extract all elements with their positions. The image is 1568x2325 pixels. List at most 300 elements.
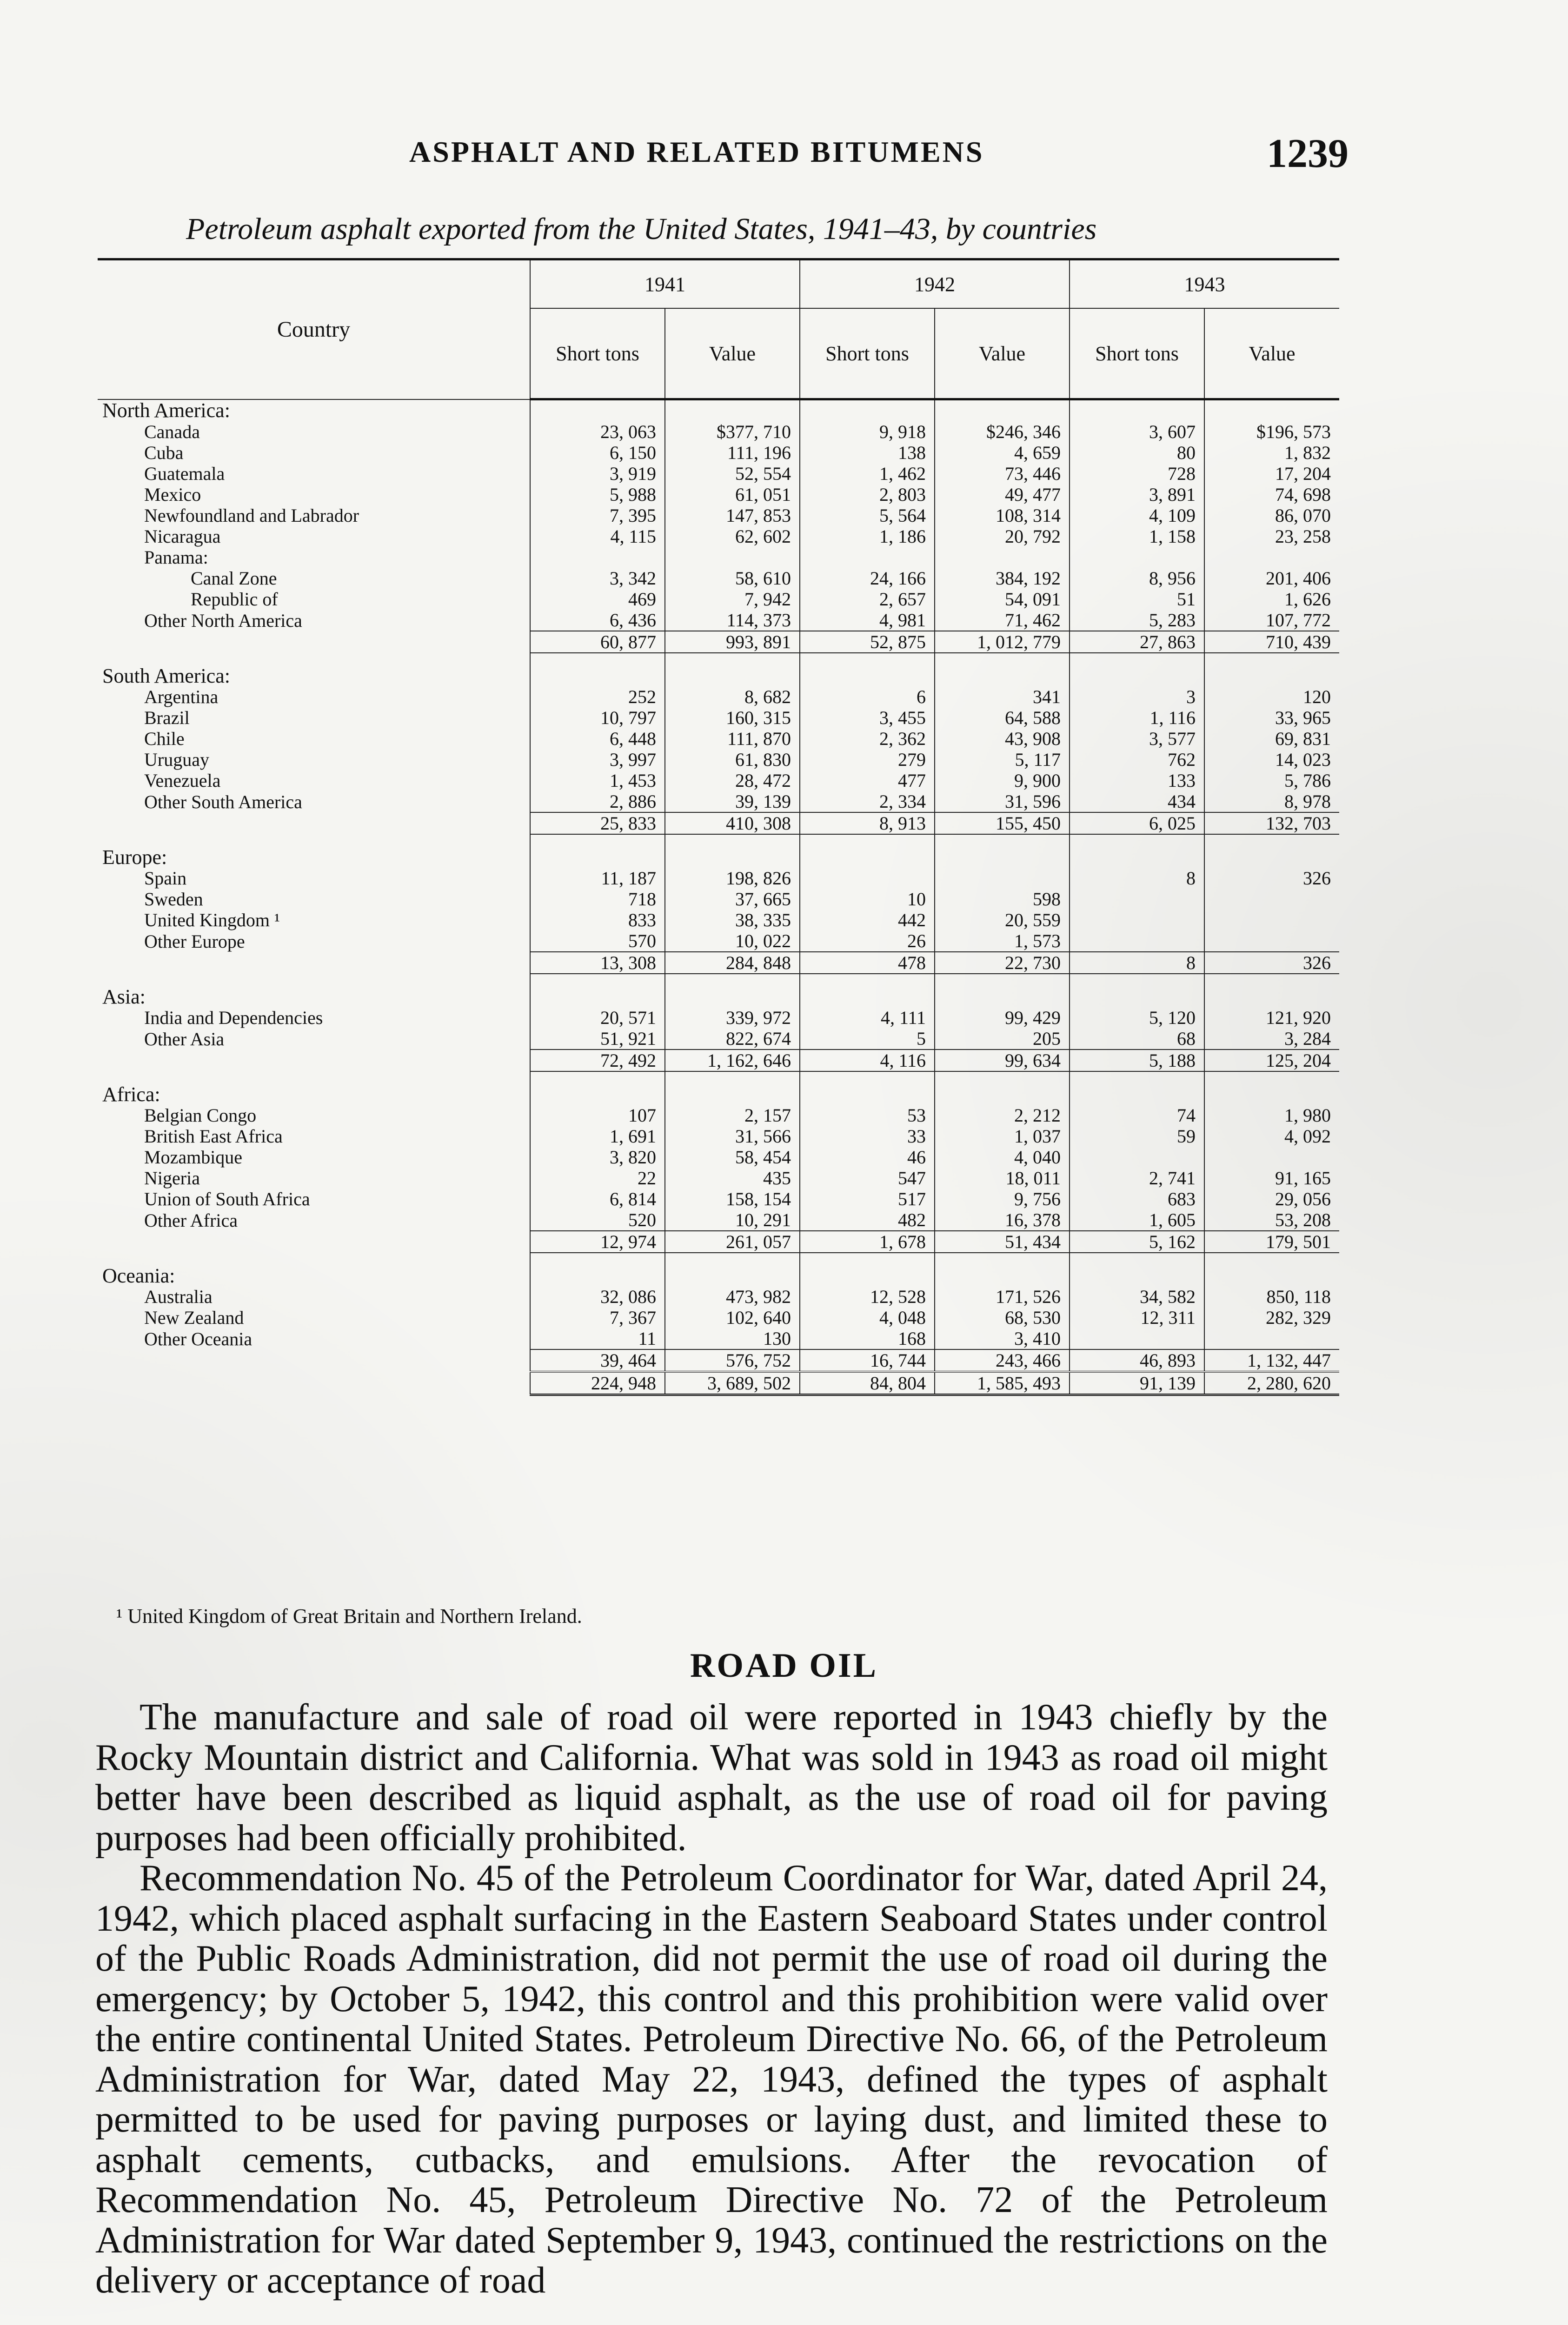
value-cell — [1204, 1265, 1339, 1286]
short-tons-cell: 1, 186 — [800, 526, 935, 547]
country-label: Nigeria — [144, 1168, 200, 1189]
value-cell: 147, 853 — [665, 505, 800, 526]
table-row — [98, 930, 1339, 952]
short-tons-cell — [530, 665, 665, 686]
value-cell: 49, 477 — [935, 484, 1070, 505]
short-tons-cell: 547 — [800, 1168, 935, 1189]
short-tons-cell — [1070, 399, 1204, 422]
table-row — [98, 889, 1339, 910]
region-label: South America: — [102, 665, 230, 686]
region-row — [98, 986, 1339, 1007]
table-row — [98, 1189, 1339, 1209]
short-tons-cell: 1, 453 — [530, 770, 665, 791]
value-cell: 10, 291 — [665, 1209, 800, 1231]
value-cell: 3, 689, 502 — [665, 1372, 800, 1395]
country-label: Spain — [144, 868, 187, 889]
short-tons-cell: 517 — [800, 1189, 935, 1209]
short-tons-cell: 4, 111 — [800, 1007, 935, 1028]
table-row — [98, 1168, 1339, 1189]
running-title: ASPHALT AND RELATED BITUMENS — [409, 135, 984, 168]
table-row — [98, 686, 1339, 707]
table-row — [98, 589, 1339, 610]
value-cell — [1204, 930, 1339, 952]
value-cell — [665, 399, 800, 422]
short-tons-cell: 46 — [800, 1147, 935, 1168]
country-label — [98, 1372, 530, 1395]
paragraph: The manufacture and sale of road oil were reported in 1943 chiefly by the Rocky Mountain district and California. What was sold in 1943 as road oil might better have been described as liquid asphalt, as the use of road oil for paving purposes had been officially prohibited. — [95, 1697, 1328, 1859]
column-header-year-1943: 1943 — [1070, 259, 1339, 309]
short-tons-cell — [530, 974, 665, 986]
value-cell: 1, 037 — [935, 1126, 1070, 1147]
table-row — [98, 610, 1339, 631]
short-tons-cell: 7, 395 — [530, 505, 665, 526]
value-cell: 171, 526 — [935, 1286, 1070, 1307]
country-label — [98, 1231, 530, 1253]
short-tons-cell — [1070, 1147, 1204, 1168]
short-tons-cell — [530, 986, 665, 1007]
value-cell: 1, 132, 447 — [1204, 1349, 1339, 1372]
value-cell: 99, 429 — [935, 1007, 1070, 1028]
value-cell — [1204, 547, 1339, 568]
country-label — [98, 1050, 530, 1071]
value-cell — [1204, 834, 1339, 847]
page-header — [93, 130, 1349, 186]
value-cell: 993, 891 — [665, 631, 800, 653]
short-tons-cell: 762 — [1070, 749, 1204, 770]
value-cell: 205 — [935, 1028, 1070, 1050]
short-tons-cell: 6 — [800, 686, 935, 707]
value-cell: 22, 730 — [935, 952, 1070, 974]
short-tons-cell: 3, 919 — [530, 463, 665, 484]
value-cell: 31, 596 — [935, 791, 1070, 812]
short-tons-cell — [1070, 910, 1204, 930]
region-row — [98, 399, 1339, 422]
value-cell — [935, 974, 1070, 986]
short-tons-cell: 32, 086 — [530, 1286, 665, 1307]
short-tons-cell: 8, 913 — [800, 812, 935, 834]
country-label: Mexico — [144, 484, 201, 505]
short-tons-cell — [800, 1253, 935, 1265]
value-cell: 28, 472 — [665, 770, 800, 791]
short-tons-cell: 20, 571 — [530, 1007, 665, 1028]
short-tons-cell: 91, 139 — [1070, 1372, 1204, 1395]
country-label: Other Africa — [144, 1209, 238, 1231]
value-cell: 2, 157 — [665, 1105, 800, 1126]
export-table — [98, 258, 1339, 1396]
value-cell: 54, 091 — [935, 589, 1070, 610]
short-tons-cell: 133 — [1070, 770, 1204, 791]
value-cell: 111, 196 — [665, 442, 800, 463]
short-tons-cell: 84, 804 — [800, 1372, 935, 1395]
short-tons-cell — [530, 1071, 665, 1084]
value-cell: 850, 118 — [1204, 1286, 1339, 1307]
value-cell: 43, 908 — [935, 728, 1070, 749]
value-cell: 282, 329 — [1204, 1307, 1339, 1328]
region-row — [98, 1084, 1339, 1105]
short-tons-cell: 12, 528 — [800, 1286, 935, 1307]
column-header-value: Value — [1204, 308, 1339, 399]
short-tons-cell: 3, 342 — [530, 568, 665, 589]
column-header-year-1941: 1941 — [530, 259, 800, 309]
table-row — [98, 505, 1339, 526]
value-cell: 61, 830 — [665, 749, 800, 770]
value-cell: 158, 154 — [665, 1189, 800, 1209]
short-tons-cell — [1070, 1084, 1204, 1105]
short-tons-cell: 13, 308 — [530, 952, 665, 974]
value-cell: 1, 980 — [1204, 1105, 1339, 1126]
value-cell: 4, 659 — [935, 442, 1070, 463]
value-cell: 284, 848 — [665, 952, 800, 974]
short-tons-cell: 8, 956 — [1070, 568, 1204, 589]
short-tons-cell: 3, 455 — [800, 707, 935, 728]
table-row — [98, 1286, 1339, 1307]
short-tons-cell: 4, 048 — [800, 1307, 935, 1328]
short-tons-cell — [1070, 834, 1204, 847]
short-tons-cell: 6, 814 — [530, 1189, 665, 1209]
value-cell: 2, 212 — [935, 1105, 1070, 1126]
value-cell — [1204, 399, 1339, 422]
value-cell: 29, 056 — [1204, 1189, 1339, 1209]
short-tons-cell — [800, 868, 935, 889]
value-cell — [665, 653, 800, 665]
short-tons-cell — [800, 665, 935, 686]
value-cell: 18, 011 — [935, 1168, 1070, 1189]
short-tons-cell — [800, 1071, 935, 1084]
value-cell: 1, 012, 779 — [935, 631, 1070, 653]
short-tons-cell: 33 — [800, 1126, 935, 1147]
value-cell: 1, 585, 493 — [935, 1372, 1070, 1395]
short-tons-cell — [1070, 1328, 1204, 1349]
country-label: Belgian Congo — [144, 1105, 257, 1126]
short-tons-cell: 59 — [1070, 1126, 1204, 1147]
short-tons-cell — [530, 653, 665, 665]
short-tons-cell: 279 — [800, 749, 935, 770]
short-tons-cell — [530, 399, 665, 422]
short-tons-cell: 477 — [800, 770, 935, 791]
value-cell — [1204, 665, 1339, 686]
country-label: India and Dependencies — [144, 1007, 323, 1028]
table-row — [98, 749, 1339, 770]
short-tons-cell: 10 — [800, 889, 935, 910]
short-tons-cell: 2, 657 — [800, 589, 935, 610]
table-row — [98, 463, 1339, 484]
value-cell: 114, 373 — [665, 610, 800, 631]
table-row — [98, 707, 1339, 728]
short-tons-cell: 3, 577 — [1070, 728, 1204, 749]
region-label: North America: — [102, 399, 230, 421]
short-tons-cell: 52, 875 — [800, 631, 935, 653]
table-row — [98, 547, 1339, 568]
short-tons-cell: 2, 334 — [800, 791, 935, 812]
short-tons-cell: 53 — [800, 1105, 935, 1126]
short-tons-cell — [530, 1084, 665, 1105]
value-cell: 51, 434 — [935, 1231, 1070, 1253]
short-tons-cell — [530, 847, 665, 868]
body-text — [95, 1697, 1328, 2301]
value-cell: 31, 566 — [665, 1126, 800, 1147]
short-tons-cell: 6, 025 — [1070, 812, 1204, 834]
value-cell: 8, 978 — [1204, 791, 1339, 812]
value-cell: 58, 454 — [665, 1147, 800, 1168]
country-label: Other North America — [144, 610, 302, 631]
value-cell — [1204, 1071, 1339, 1084]
country-label: Cuba — [144, 442, 184, 463]
subtotal-row — [98, 1349, 1339, 1372]
country-label — [98, 631, 530, 653]
value-cell: 4, 092 — [1204, 1126, 1339, 1147]
value-cell: 16, 378 — [935, 1209, 1070, 1231]
short-tons-cell: 23, 063 — [530, 421, 665, 442]
value-cell — [935, 868, 1070, 889]
short-tons-cell — [530, 1253, 665, 1265]
value-cell: 86, 070 — [1204, 505, 1339, 526]
value-cell — [665, 665, 800, 686]
country-label — [98, 952, 530, 974]
value-cell: 58, 610 — [665, 568, 800, 589]
short-tons-cell: 51 — [1070, 589, 1204, 610]
value-cell: 4, 040 — [935, 1147, 1070, 1168]
country-label — [98, 1253, 530, 1265]
page-number: 1239 — [1267, 131, 1349, 176]
value-cell: 74, 698 — [1204, 484, 1339, 505]
value-cell — [665, 547, 800, 568]
value-cell — [1204, 986, 1339, 1007]
short-tons-cell — [1070, 665, 1204, 686]
short-tons-cell: 570 — [530, 930, 665, 952]
short-tons-cell: 25, 833 — [530, 812, 665, 834]
export-table-container — [98, 258, 1339, 1396]
country-label: Union of South Africa — [144, 1189, 310, 1209]
column-header-short-tons: Short tons — [1070, 308, 1204, 399]
value-cell: 201, 406 — [1204, 568, 1339, 589]
short-tons-cell: 7, 367 — [530, 1307, 665, 1328]
value-cell — [665, 1253, 800, 1265]
short-tons-cell: 5, 120 — [1070, 1007, 1204, 1028]
short-tons-cell — [800, 847, 935, 868]
short-tons-cell: 80 — [1070, 442, 1204, 463]
value-cell: 576, 752 — [665, 1349, 800, 1372]
country-label: Uruguay — [144, 749, 209, 770]
table-row — [98, 728, 1339, 749]
value-cell: $246, 346 — [935, 421, 1070, 442]
country-label — [98, 1071, 530, 1084]
short-tons-cell: 1, 678 — [800, 1231, 935, 1253]
value-cell: 155, 450 — [935, 812, 1070, 834]
short-tons-cell — [800, 1084, 935, 1105]
value-cell: 5, 786 — [1204, 770, 1339, 791]
short-tons-cell — [1070, 1071, 1204, 1084]
table-body — [98, 399, 1339, 1395]
value-cell: 91, 165 — [1204, 1168, 1339, 1189]
value-cell — [935, 1084, 1070, 1105]
short-tons-cell — [800, 547, 935, 568]
value-cell: 341 — [935, 686, 1070, 707]
short-tons-cell: 6, 448 — [530, 728, 665, 749]
short-tons-cell — [1070, 889, 1204, 910]
region-label: Europe: — [102, 847, 167, 868]
short-tons-cell: 22 — [530, 1168, 665, 1189]
country-label: New Zealand — [144, 1307, 244, 1328]
short-tons-cell: 434 — [1070, 791, 1204, 812]
short-tons-cell: 16, 744 — [800, 1349, 935, 1372]
short-tons-cell — [800, 399, 935, 422]
table-row — [98, 526, 1339, 547]
value-cell — [935, 1253, 1070, 1265]
table-footnote: ¹ United Kingdom of Great Britain and Northern Ireland. — [116, 1605, 582, 1628]
table-row — [98, 910, 1339, 930]
value-cell: 111, 870 — [665, 728, 800, 749]
value-cell: 339, 972 — [665, 1007, 800, 1028]
value-cell: 69, 831 — [1204, 728, 1339, 749]
short-tons-cell: 8 — [1070, 952, 1204, 974]
short-tons-cell: 478 — [800, 952, 935, 974]
short-tons-cell: 1, 116 — [1070, 707, 1204, 728]
value-cell: 179, 501 — [1204, 1231, 1339, 1253]
short-tons-cell: 1, 605 — [1070, 1209, 1204, 1231]
short-tons-cell: 26 — [800, 930, 935, 952]
region-row — [98, 847, 1339, 868]
country-label: Canal Zone — [191, 568, 277, 589]
value-cell — [935, 986, 1070, 1007]
subtotal-row — [98, 631, 1339, 653]
value-cell: 121, 920 — [1204, 1007, 1339, 1028]
table-row — [98, 1028, 1339, 1050]
short-tons-cell: 12, 974 — [530, 1231, 665, 1253]
short-tons-cell: 1, 691 — [530, 1126, 665, 1147]
value-cell: 261, 057 — [665, 1231, 800, 1253]
spacer-row — [98, 1071, 1339, 1084]
value-cell — [665, 847, 800, 868]
subtotal-row — [98, 1050, 1339, 1071]
country-label: Brazil — [144, 707, 190, 728]
short-tons-cell: 3 — [1070, 686, 1204, 707]
value-cell: 1, 626 — [1204, 589, 1339, 610]
short-tons-cell: 5, 283 — [1070, 610, 1204, 631]
value-cell: 23, 258 — [1204, 526, 1339, 547]
short-tons-cell: 5, 188 — [1070, 1050, 1204, 1071]
value-cell — [665, 1265, 800, 1286]
value-cell: 52, 554 — [665, 463, 800, 484]
value-cell: 10, 022 — [665, 930, 800, 952]
short-tons-cell: 72, 492 — [530, 1050, 665, 1071]
value-cell — [1204, 974, 1339, 986]
value-cell: 435 — [665, 1168, 800, 1189]
grand-total-row — [98, 1372, 1339, 1395]
short-tons-cell: 107 — [530, 1105, 665, 1126]
table-row — [98, 770, 1339, 791]
short-tons-cell: 2, 362 — [800, 728, 935, 749]
short-tons-cell — [530, 834, 665, 847]
value-cell — [935, 665, 1070, 686]
value-cell — [1204, 1084, 1339, 1105]
value-cell — [665, 834, 800, 847]
region-row — [98, 1265, 1339, 1286]
value-cell: 99, 634 — [935, 1050, 1070, 1071]
short-tons-cell: 728 — [1070, 463, 1204, 484]
short-tons-cell: 442 — [800, 910, 935, 930]
value-cell — [665, 1071, 800, 1084]
value-cell — [935, 653, 1070, 665]
short-tons-cell: 2, 741 — [1070, 1168, 1204, 1189]
subtotal-row — [98, 1231, 1339, 1253]
value-cell — [1204, 910, 1339, 930]
short-tons-cell: 5, 988 — [530, 484, 665, 505]
country-label: Argentina — [144, 686, 219, 707]
short-tons-cell: 1, 462 — [800, 463, 935, 484]
short-tons-cell — [1070, 1265, 1204, 1286]
short-tons-cell: 8 — [1070, 868, 1204, 889]
subtotal-row — [98, 812, 1339, 834]
short-tons-cell: 482 — [800, 1209, 935, 1231]
country-label — [98, 974, 530, 986]
region-label: Oceania: — [102, 1265, 175, 1286]
section-heading: ROAD OIL — [690, 1647, 878, 1685]
country-label: United Kingdom ¹ — [144, 910, 280, 930]
short-tons-cell: 34, 582 — [1070, 1286, 1204, 1307]
value-cell — [935, 399, 1070, 422]
value-cell: 5, 117 — [935, 749, 1070, 770]
value-cell: 473, 982 — [665, 1286, 800, 1307]
value-cell — [1204, 1328, 1339, 1349]
column-header-value: Value — [665, 308, 800, 399]
column-header-short-tons: Short tons — [800, 308, 935, 399]
short-tons-cell — [530, 547, 665, 568]
country-label: Guatemala — [144, 463, 225, 484]
short-tons-cell — [1070, 547, 1204, 568]
short-tons-cell — [800, 834, 935, 847]
short-tons-cell: 3, 891 — [1070, 484, 1204, 505]
short-tons-cell — [1070, 986, 1204, 1007]
value-cell: 1, 162, 646 — [665, 1050, 800, 1071]
short-tons-cell: 469 — [530, 589, 665, 610]
value-cell — [1204, 653, 1339, 665]
value-cell: $377, 710 — [665, 421, 800, 442]
table-row — [98, 1147, 1339, 1168]
table-row — [98, 442, 1339, 463]
value-cell: 107, 772 — [1204, 610, 1339, 631]
short-tons-cell: 252 — [530, 686, 665, 707]
short-tons-cell: 138 — [800, 442, 935, 463]
table-row — [98, 568, 1339, 589]
value-cell: 130 — [665, 1328, 800, 1349]
value-cell: 9, 756 — [935, 1189, 1070, 1209]
short-tons-cell: 683 — [1070, 1189, 1204, 1209]
short-tons-cell: 11 — [530, 1328, 665, 1349]
short-tons-cell: 5 — [800, 1028, 935, 1050]
short-tons-cell: 6, 436 — [530, 610, 665, 631]
value-cell: 17, 204 — [1204, 463, 1339, 484]
short-tons-cell: 27, 863 — [1070, 631, 1204, 653]
short-tons-cell: 10, 797 — [530, 707, 665, 728]
value-cell: 73, 446 — [935, 463, 1070, 484]
column-header-year-1942: 1942 — [800, 259, 1070, 309]
table-row — [98, 1105, 1339, 1126]
table-row — [98, 868, 1339, 889]
value-cell: 822, 674 — [665, 1028, 800, 1050]
value-cell — [665, 986, 800, 1007]
country-label: Chile — [144, 728, 185, 749]
value-cell — [935, 1265, 1070, 1286]
short-tons-cell: 4, 109 — [1070, 505, 1204, 526]
country-label: Nicaragua — [144, 526, 221, 547]
subtotal-row — [98, 952, 1339, 974]
short-tons-cell: 5, 564 — [800, 505, 935, 526]
value-cell: 61, 051 — [665, 484, 800, 505]
short-tons-cell: 60, 877 — [530, 631, 665, 653]
value-cell: 71, 462 — [935, 610, 1070, 631]
short-tons-cell: 4, 981 — [800, 610, 935, 631]
value-cell: 120 — [1204, 686, 1339, 707]
